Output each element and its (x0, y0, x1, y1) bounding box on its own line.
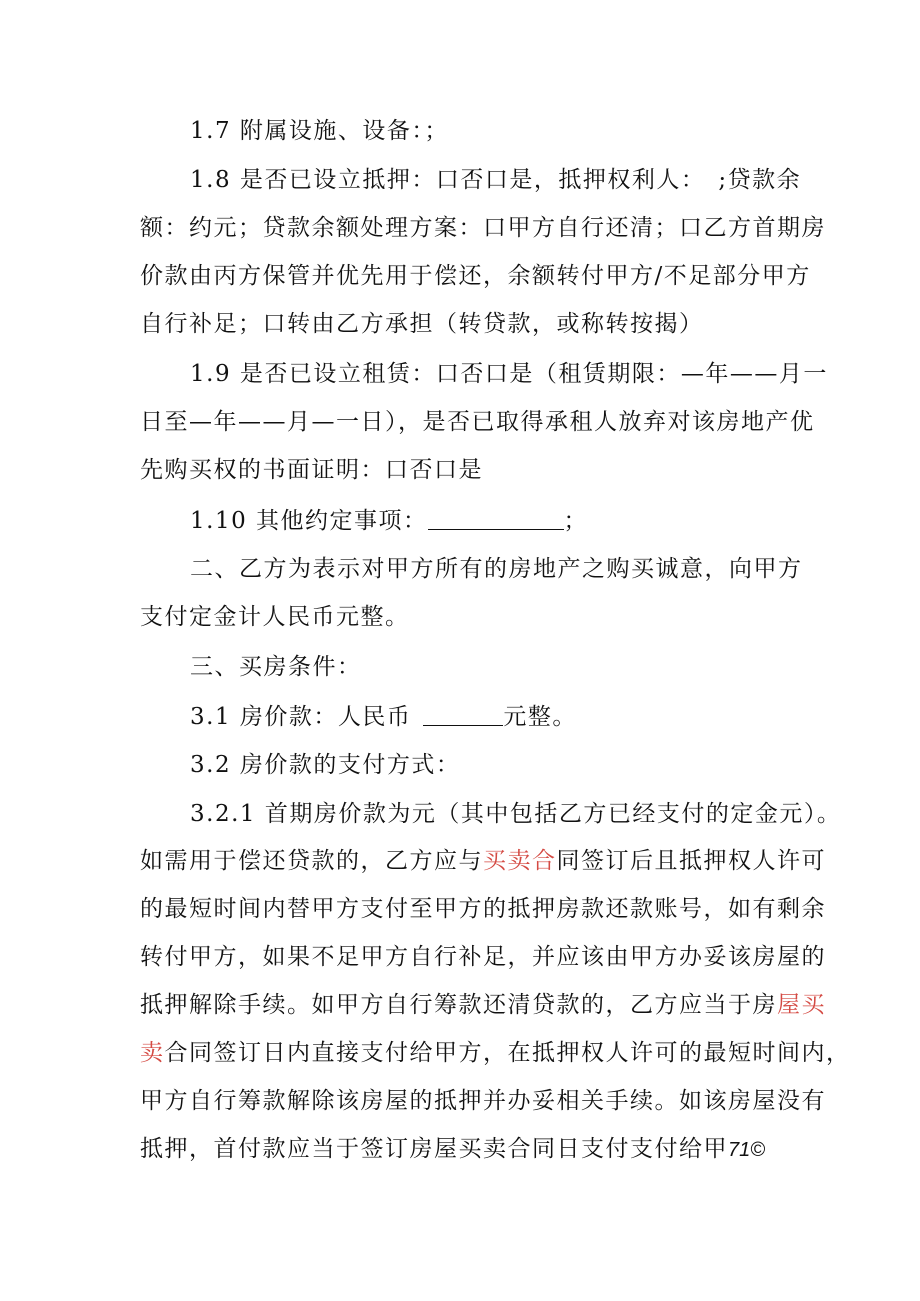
line-8-text: 抵押，首付款应当于签订房屋买卖合同日支付支付给甲 (140, 1136, 728, 1162)
clause-3-2: 3.2 房价款的支付方式： (190, 752, 461, 778)
clause-1-8-line-1: 1.8 是否已设立抵押：口否口是，抵押权利人： ;贷款余 (190, 167, 802, 193)
line-2-text-b: 同签订后且抵押权人许可 (556, 848, 826, 874)
section-3-heading: 三、买房条件： (190, 654, 362, 680)
clause-3-2-1-line-6 (140, 1038, 851, 1068)
clause-2-line-2: 支付定金计人民币元整。 (140, 604, 410, 630)
clause-3-2-1-line-2 (140, 846, 826, 876)
clause-1-10-blank (428, 507, 564, 530)
clause-1-7: 1.7 附属设施、设备：； (190, 118, 449, 144)
line-5-text-a: 抵押解除手续。如甲方自行筹款还清贷款的，乙方应当于房 (140, 992, 777, 1018)
clause-3-2-1-line-7: 甲方自行筹款解除该房屋的抵押并办妥相关手续。如该房屋没有 (140, 1088, 826, 1114)
clause-3-1-blank (423, 703, 503, 726)
clause-1-9-line-3: 先购买权的书面证明：口否口是 (140, 457, 483, 483)
clause-3-2-1-line-3: 的最短时间内替甲方支付至甲方的抵押房款还款账号，如有剩余 (140, 896, 826, 922)
clause-3-2-1-line-5 (140, 990, 826, 1020)
highlight-text: 买卖合 (483, 848, 557, 874)
clause-1-8-line-2: 额：约元；贷款余额处理方案：口甲方自行还清；口乙方首期房 (140, 215, 826, 241)
clause-2-line-1: 二、乙方为表示对甲方所有的房地产之购买诚意，向甲方 (190, 556, 803, 582)
clause-3-2-1-line-4: 转付甲方，如果不足甲方自行补足，并应该由甲方办妥该房屋的 (140, 944, 826, 970)
highlight-text: 屋买 (777, 992, 826, 1018)
clause-1-9-line-2: 日至—年——月—一日），是否已取得承租人放弃对该房地产优 (140, 409, 815, 435)
clause-3-1 (190, 702, 785, 732)
page-mark: 71© (728, 1139, 765, 1161)
line-2-text-a: 如需用于偿还贷款的，乙方应与 (140, 848, 483, 874)
clause-1-8-line-3: 价款由丙方保管并优先用于偿还，余额转付甲方/不足部分甲方 (140, 263, 811, 289)
line-6-text-b: 合同签订日内直接支付给甲方，在抵押权人许可的最短时间内， (164, 1040, 851, 1066)
clause-3-2-1-line-1: 3.2.1 首期房价款为元（其中包括乙方已经支付的定金元）。 (190, 801, 842, 827)
clause-3-2-1-line-8 (140, 1134, 785, 1165)
clause-3-1-end: 元整。 (503, 704, 577, 730)
clause-3-1-label: 3.1 房价款：人民币 (190, 704, 412, 730)
clause-1-9-line-1: 1.9 是否已设立租赁：口否口是（租赁期限：—年——月一 (190, 361, 828, 387)
clause-1-10-label: 1.10 其他约定事项： (190, 508, 428, 534)
clause-1-10 (190, 506, 785, 536)
clause-1-8-line-4: 自行补足；口转由乙方承担（转贷款，或称转按揭） (140, 311, 704, 337)
clause-1-10-end: ； (563, 508, 589, 534)
highlight-text: 卖 (140, 1040, 165, 1066)
